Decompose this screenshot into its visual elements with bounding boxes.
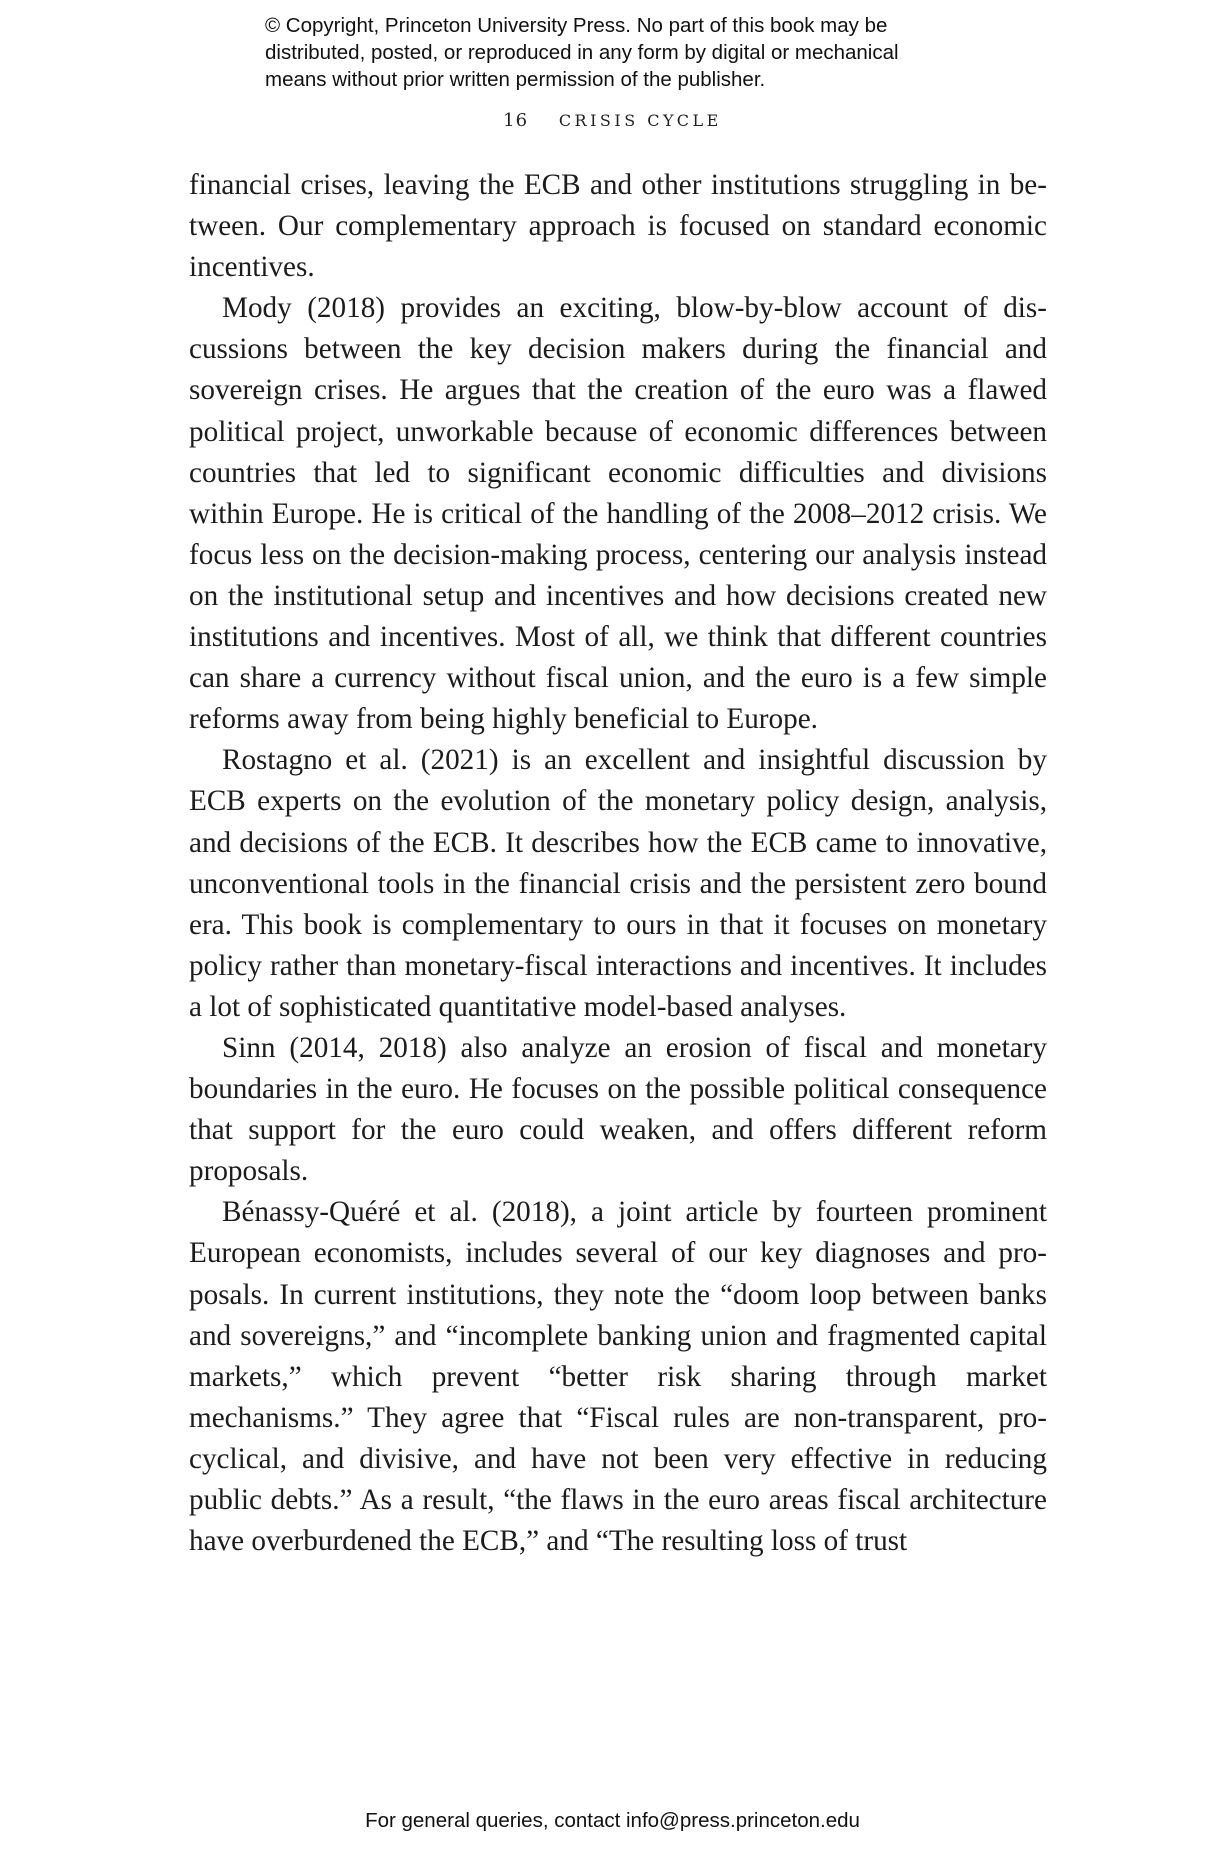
copyright-notice: [265, 12, 985, 93]
paragraph: Rostagno et al. (2021) is an excellent and insightful discussion by ECB experts on the evolution of the monetary policy design, analysis, and decisions of the ECB. It describes how the ECB came to innovative, unconventional tools in the financial crisis and the persistent zero bound era. This book is complementary to ours in that it focuses on monetary policy rather than monetary-fiscal interactions and incentives. It includes a lot of sophisticated quantitative model-based analyses.: [189, 744, 1047, 1023]
page-number: 16: [503, 110, 529, 131]
footer-contact: For general queries, contact info@press.princeton.edu: [365, 1809, 860, 1832]
body-text: [189, 165, 1047, 1562]
paragraph: Bénassy-Quéré et al. (2018), a joint article by fourteen prominent European economists, includes several of our key diagnoses and proposals. In current institutions, they note the “doom loop between banks and sovereigns,” and “incomplete banking union and fragmented capital markets,” which prevent “better risk sharing through market mechanisms.” They agree that “Fiscal rules are non-transparent, procyclical, and divisive, and have not been very effective in reducing public debts.” As a result, “the flaws in the euro areas fiscal architecture have overburdened the ECB,” and “The resulting loss of trust: [189, 1196, 1047, 1558]
copyright-line-2: distributed, posted, or reproduced in any form by digital or mechanical: [265, 41, 899, 64]
copyright-line-3: means without prior written permission of the publisher.: [265, 68, 766, 91]
chapter-title: CRISIS CYCLE: [558, 111, 722, 130]
copyright-line-1: © Copyright, Princeton University Press. No part of this book may be: [265, 14, 888, 37]
running-head: [0, 110, 1225, 131]
paragraph: Sinn (2014, 2018) also analyze an erosion of fiscal and monetary boundaries in the euro. He focuses on the possible political consequence that support for the euro could weaken, and offers different reform proposals.: [189, 1031, 1047, 1188]
paragraph: financial crises, leaving the ECB and other institutions struggling in between. Our complementary approach is focused on standard economic incentives.: [189, 169, 1047, 284]
paragraph: Mody (2018) provides an exciting, blow-by-blow account of discussions between the key decision makers during the financial and sovereign crises. He argues that the creation of the euro was a flawed political project, unworkable because of economic differences between countries that led to significant economic difficulties and divisions within Europe. He is critical of the handling of the 2008–2012 crisis. We focus less on the decision-making process, centering our analysis instead on the institutional setup and incentives and how decisions created new institutions and incentives. Most of all, we think that different countries can share a currency without fiscal union, and the euro is a few simple reforms away from being highly beneficial to Europe.: [189, 292, 1047, 736]
